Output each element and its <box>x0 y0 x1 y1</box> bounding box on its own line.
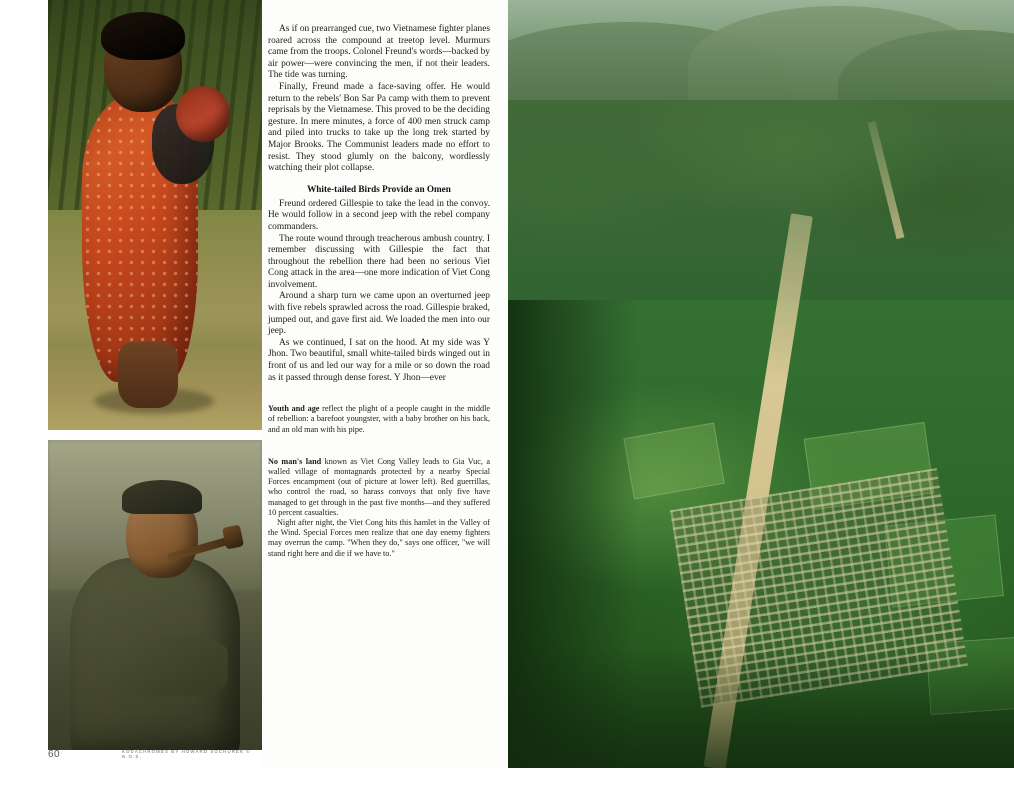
paragraph: Around a sharp turn we came upon an overturned jeep with five rebels sprawled across the road. Gillespie braked, jumped out, and gave first aid. We loaded the men into our jeep. <box>268 291 490 337</box>
caption-body: known as Viet Cong Valley leads to Gia Vuc, a walled village of montagnards protected by a nearby Special Forces encampment (out of picture at lower left). Red guerrillas, who control the road, so harass convoys that only five have managed to get through in the past five months—and they suffered 10 percent casualties. <box>268 456 490 517</box>
caption-lead-in: No man's land <box>268 456 322 466</box>
caption-body: reflect the plight of a people caught in the middle of rebellion: a barefoot youngster, with a baby brother on his back, and an old man with his pipe. <box>268 404 490 434</box>
caption-no-mans-land <box>268 457 490 559</box>
article-text-column <box>268 0 490 792</box>
photo-credit: KODACHROMES BY HOWARD SOCHUREK © N.G.S. <box>122 749 251 759</box>
paragraph: Freund ordered Gillespie to take the lead in the convoy. He would follow in a second jeep with the rebel company commanders. <box>268 198 490 232</box>
caption-body-second: Night after night, the Viet Cong hits this hamlet in the Valley of the Wind. Special Forces men realize that one day enemy fighters may overrun the camp. "When they do," says one officer, "we will stand right here and die if we have to." <box>268 518 490 558</box>
boy-hair <box>101 12 185 60</box>
forested-slopes <box>508 100 1014 320</box>
paragraph: Finally, Freund made a face-saving offer. He would return to the rebels' Bon Sar Pa camp with them to prevent reprisals by the Vietnamese. This proved to be the deciding gesture. In mere minutes, a force of 400 men struck camp and piled into trucks to take up the long trek started by Major Brooks. The Communist leaders made no effort to resist. They stood glumly on the balcony, wordlessly watching their plot collapse. <box>268 81 490 174</box>
caption-youth-and-age <box>268 404 490 435</box>
man-arm <box>108 636 228 696</box>
paragraph: As if on prearranged cue, two Vietnamese fighter planes roared across the compound at treetop level. Murmurs came from the troops. Colonel Freund's words—backed by air power—were convincing the men, if not their leaders. The tide was turning. <box>268 24 490 81</box>
paragraph: The route wound through treacherous ambush country. I remember discussing with Gillespie the fact that throughout the rebellion there had been no serious Viet Cong attack in the area—one more indication of Viet Cong involvement. <box>268 233 490 290</box>
boy-legs <box>118 342 178 408</box>
paragraph: As we continued, I sat on the hood. At my side was Y Jhon. Two beautiful, small white-tailed birds winged out in front of us and led our way for a mile or so down the road as it passed through dense forest. Y Jhon—ever <box>268 337 490 383</box>
photo-aerial-viet-cong-valley <box>508 0 1014 768</box>
photo-old-man-with-pipe <box>48 440 262 750</box>
man-cap <box>122 480 202 514</box>
page-number: 60 <box>48 749 61 760</box>
baby-head <box>176 86 230 142</box>
left-photo-column <box>0 0 262 768</box>
photo-boy-with-baby <box>48 0 262 430</box>
section-subhead: White-tailed Birds Provide an Omen <box>307 183 451 194</box>
foreground-shadow-bottom <box>508 648 1014 768</box>
caption-lead-in: Youth and age <box>268 404 320 414</box>
